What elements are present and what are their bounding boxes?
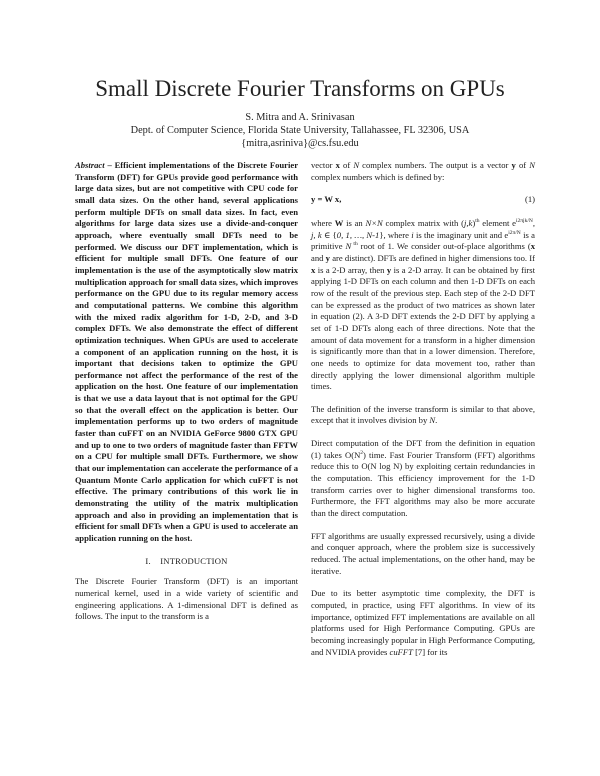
paragraph-complexity: Direct computation of the DFT from the definition in equation (1) takes $O(N^2)$ time. Fast Fourier Transform (FFT) algorithms reduce this to O(N log N) by exploiting certain redundancies in the computation. This efficiency improvement for the 1-D transform carries over to higher dimensional transforms too. Furthermore, the FFT algorithms may also be more accurate than the direct computation. [311,438,536,519]
paragraph-definition: vector x of N complex numbers. The output is a vector y of N complex numbers which is defined by: [311,160,535,182]
left-column [75,160,298,634]
paragraph-inverse: The definition of the inverse transform is similar to that above, except that it involves division by N. [311,403,535,426]
abstract-text: Efficient implementations of the Discrete Fourier Transform (DFT) for GPUs provide good performance with large data sizes, but are not competitive with CPU code for small data sizes. On the other hand, several applications perform multiple DFTs on small data sizes. In fact, even algorithms for large data sizes use a divide-and-conquer approach, where eventually small DFTs need to be performed. We discuss our DFT implementation, which is efficient for multiple small DFTs. One feature of our implementation is the use of the asymptotically slow matrix multiplication approach for small data sizes, which improves performance on the GPU due to its regular memory access and computational patterns. We combine this algorithm with the mixed radix algorithm for 1-D, 2-D, and 3-D complex DFTs. We also demonstrate the effect of different optimization techniques. When GPUs are used to accelerate a component of an application running on the host, it is important that decisions taken to optimize the GPU performance not affect the performance of the rest of the application on the host. One feature of our implementation is that we use a data layout that is not optimal for the GPU so that the overall effect on the application is better. Our implementation performs up to two orders of magnitude faster than cuFFT on an NVIDIA GeForce 9800 GTX GPU and up to one to two orders of magnitude faster than FFTW on a CPU for multiple small DFTs. Furthermore, we show that our implementation can accelerate the performance of a Quantum Monte Carlo application for which cuFFT is not effective. The primary contributions of this work lie in demonstrating the utility of the matrix multiplication approach and also in providing an implementation that is efficient for small DFTs when a GPU is used to accelerate an application running on the host. [75,160,299,543]
paragraph-gpu: Due to its better asymptotic time complexity, the DFT is computed, in practice, using FFT algorithms. In view of its importance, optimized FFT implementations are available on all platforms used for High Performance Computing. GPUs are becoming increasingly popular in High Performance Computing, and NVIDIA provides cuFFT [7] for its [311,588,535,657]
right-column [311,160,535,669]
equation-text: y = W x, [311,194,342,205]
equation-number: (1) [524,194,535,205]
author-email: {mitra,asriniva}@cs.fsu.edu [241,138,359,149]
equation-1 [311,194,535,206]
author-affiliation: Dept. of Computer Science, Florida State University, Tallahassee, FL 32306, USA [130,125,470,136]
paper-title: Small Discrete Fourier Transforms on GPUs [95,76,505,101]
intro-paragraph: The Discrete Fourier Transform (DFT) is an important numerical kernel, used in a wide variety of scientific and engineering applications. A 1-dimensional DFT is defined as follows. The input to the transform is a [75,576,298,622]
abstract-label: Abstract [75,160,105,170]
author-block [0,111,600,150]
section-heading-introduction: I. INTRODUCTION [145,555,228,566]
abstract: Abstract – Efficient implementations of the Discrete Fourier Transform (DFT) for GPUs provide good performance with large data sizes, but are not competitive with CPU code for small data sizes. On the other hand, several applications perform multiple DFTs on small data sizes. In fact, even algorithms for large data sizes use a divide-and-conquer approach, where eventually small DFTs need to be performed. We discuss our DFT implementation, which is efficient for multiple small DFTs. One feature of our implementation is the use of the asymptotically slow matrix multiplication approach for small data sizes, which improves performance on the GPU due to its regular memory access and computational patterns. We combine this algorithm with the mixed radix algorithm for 1-D, 2-D, and 3-D complex DFTs. We also demonstrate the effect of different optimization techniques. When GPUs are used to accelerate a component of an application running on the host, it is important that decisions taken to optimize the GPU performance not affect the performance of the rest of the application on the host. One feature of our implementation is that we use a data layout that is not optimal for the GPU so that the overall effect on the application is better. Our implementation performs up to two orders of magnitude faster than cuFFT on an NVIDIA GeForce 9800 GTX GPU and up to one to two orders of magnitude faster than FFTW on a CPU for multiple small DFTs. Furthermore, we show that our implementation can accelerate the performance of a Quantum Monte Carlo application for which cuFFT is not effective. The primary contributions of this work lie in demonstrating the utility of the matrix multiplication approach and also in providing an implementation that is efficient for small DFTs when a GPU is used to accelerate an application running on the host. [75,160,299,543]
paragraph-recursive: FFT algorithms are usually expressed recursively, using a divide and conquer approach, where the problem size is successively reduced. The actual implementations, on the other hand, may be iterative. [311,530,535,576]
author-names: S. Mitra and A. Srinivasan [245,112,355,123]
paragraph-matrix: where W is an N×N complex matrix with $(j,k)^{th}$ element $e^{i2\pi jk/N}$, j, k ∈ {0, 1, …, N-1}, where i is the imaginary unit and $e^{i2\pi/N}$ is a primitive N $^{th}$ root of 1. We consider out-of-place algorithms (x and y are distinct). DFTs are defined in higher dimensions too. If x is a 2-D array, then y is a 2-D array. It can be obtained by first applying 1-D DFTs on each column and then 1-D DFTs on each row of the result of the previous step. Each step of the 2-D DFT can be expressed as the product of two matrices as shown later in equation (2). A 3-D DFT extends the 2-D DFT by applying a set of 1-D DFTs along each of three directions. Note that the amount of data movement for a transform in a higher dimension is significantly more than that in a lower dimension. Therefore, one needs to optimize for data movement too, rather than directly applying the lower dimensional algorithm multiple times. [311,217,536,392]
